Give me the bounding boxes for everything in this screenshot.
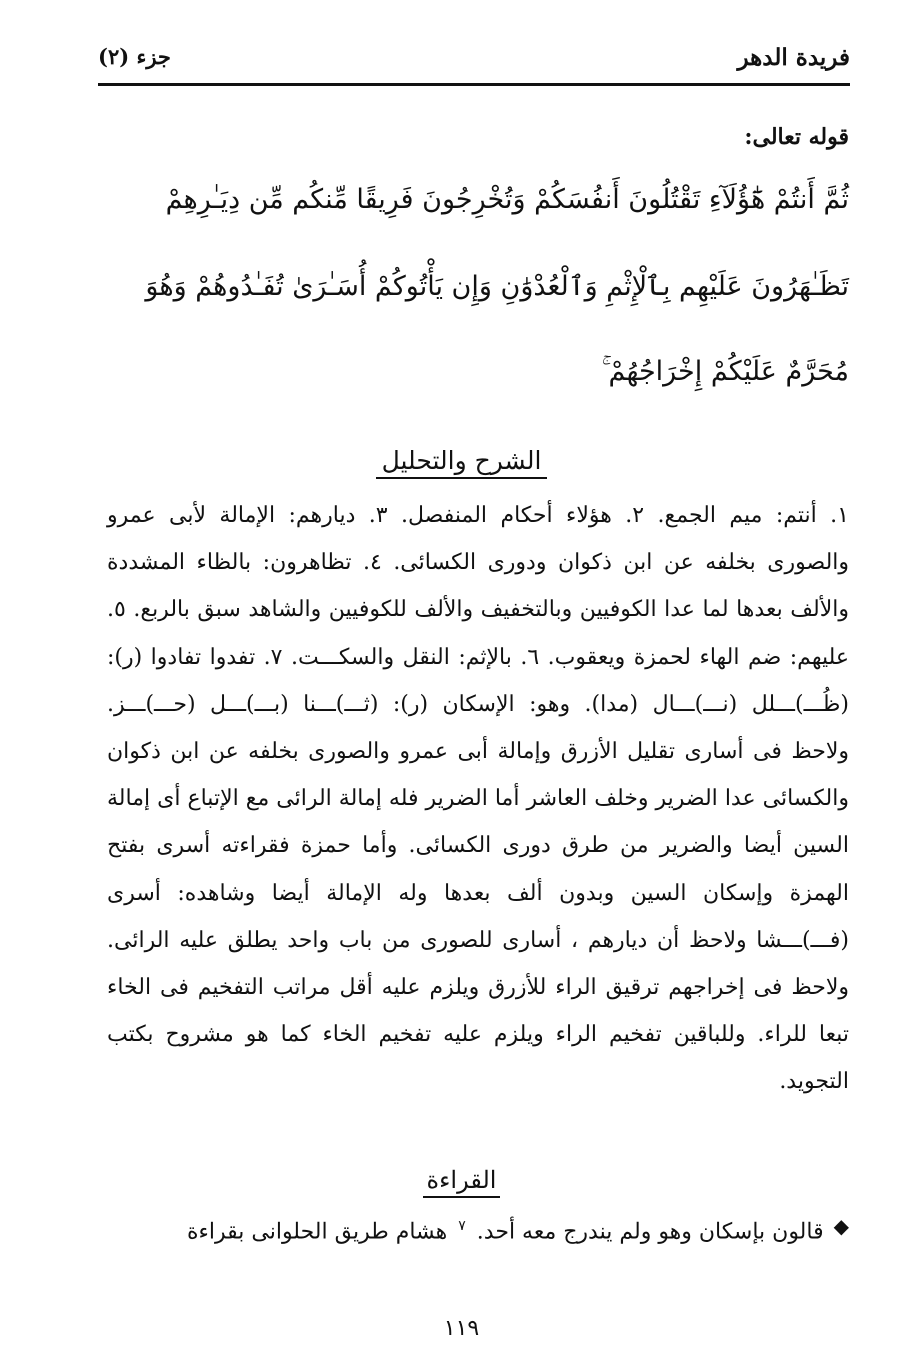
volume-part: جزء (٢) [98, 44, 171, 69]
page-number: ١١٩ [443, 1316, 480, 1341]
commentary-heading-text: الشرح والتحليل [376, 446, 548, 479]
quran-verse-line-1: ثُمَّ أَنتُمْ هَٰٓؤُلَآءِ تَقْتُلُونَ أَنفُسَكُمْ وَتُخْرِجُونَ فَرِيقًا مِّنكُم مِّن دِيَـٰرِهِمْ [165, 184, 849, 215]
reading-heading-text: القراءة [423, 1166, 501, 1198]
book-title: فريدة الدهر [737, 44, 850, 71]
footnote-marker: ٧ [458, 1218, 466, 1234]
quran-verse-line-2: تَظَـٰهَرُونَ عَلَيْهِم بِٱلْإِثْمِ وَٱلْعُدْوَٰنِ وَإِن يَأْتُوكُمْ أُسَـٰرَىٰ تُفَـٰدُوهُمْ وَهُوَ [145, 271, 849, 302]
reading-text-before: قالون بإسكان وهو ولم يندرج معه أحد. [476, 1219, 824, 1245]
reading-paragraph [107, 1206, 849, 1252]
verse-intro: قوله تعالى: [744, 124, 849, 150]
reading-text [187, 1206, 824, 1252]
page-header [98, 36, 850, 86]
reading-text-after: هشام طريق الحلوانى بقراءة [187, 1219, 448, 1245]
diamond-bullet-icon: ◆ [833, 1214, 849, 1238]
header-divider [98, 83, 850, 86]
reading-heading [0, 1166, 923, 1194]
quran-verse-line-3: مُحَرَّمٌ عَلَيْكُمْ إِخْرَاجُهُمْ ۚ [601, 356, 849, 387]
commentary-body: ١. أنتم: ميم الجمع. ٢. هؤلاء أحكام المنفصل. ٣. ديارهم: الإمالة لأبى عمرو والصورى بخلفه عن ابن ذكوان ودورى الكسائى. ٤. تظاهرون: بالظاء المشددة والألف بعدها لما عدا الكوفيين وبالتخفيف والألف للكوفيين والشاهد سبق بالربع. ٥. عليهم: ضم الهاء لحمزة ويعقوب. ٦. بالإثم: النقل والسكـــت. ٧. تفدوا تفادوا (ر): (ظُـــ)ـــلل (نـــ)ـــال (مدا). وهو: الإسكان (ر): (ثـــ)ـــنا (بـــ)ـــل (حـــ)ـــز. ولاحظ فى أسارى تقليل الأزرق وإمالة أبى عمرو والصورى بخلفه عن ابن ذكوان والكسائى عدا الضرير وخلف العاشر أما الضرير فله إمالة الرائى مع الإتباع أى إمالة السين أيضا والضرير من طرق دورى الكسائى. وأما حمزة فقراءته أسرى بفتح الهمزة وإسكان السين وبدون ألف بعدها وله الإمالة أيضا وشاهده: أسرى (فـــ)ـــشا ولاحظ أن ديارهم ، أسارى للصورى من باب واحد يطلق عليه الرائى. ولاحظ فى إخراجهم ترقيق الراء للأزرق ويلزم عليه أقل مراتب التفخيم فى الخاء تبعا للراء. وللباقين تفخيم الراء ويلزم عليه تفخيم الخاء كما هو مشروح بكتب التجويد. [107, 503, 850, 1095]
commentary-heading [0, 446, 923, 475]
